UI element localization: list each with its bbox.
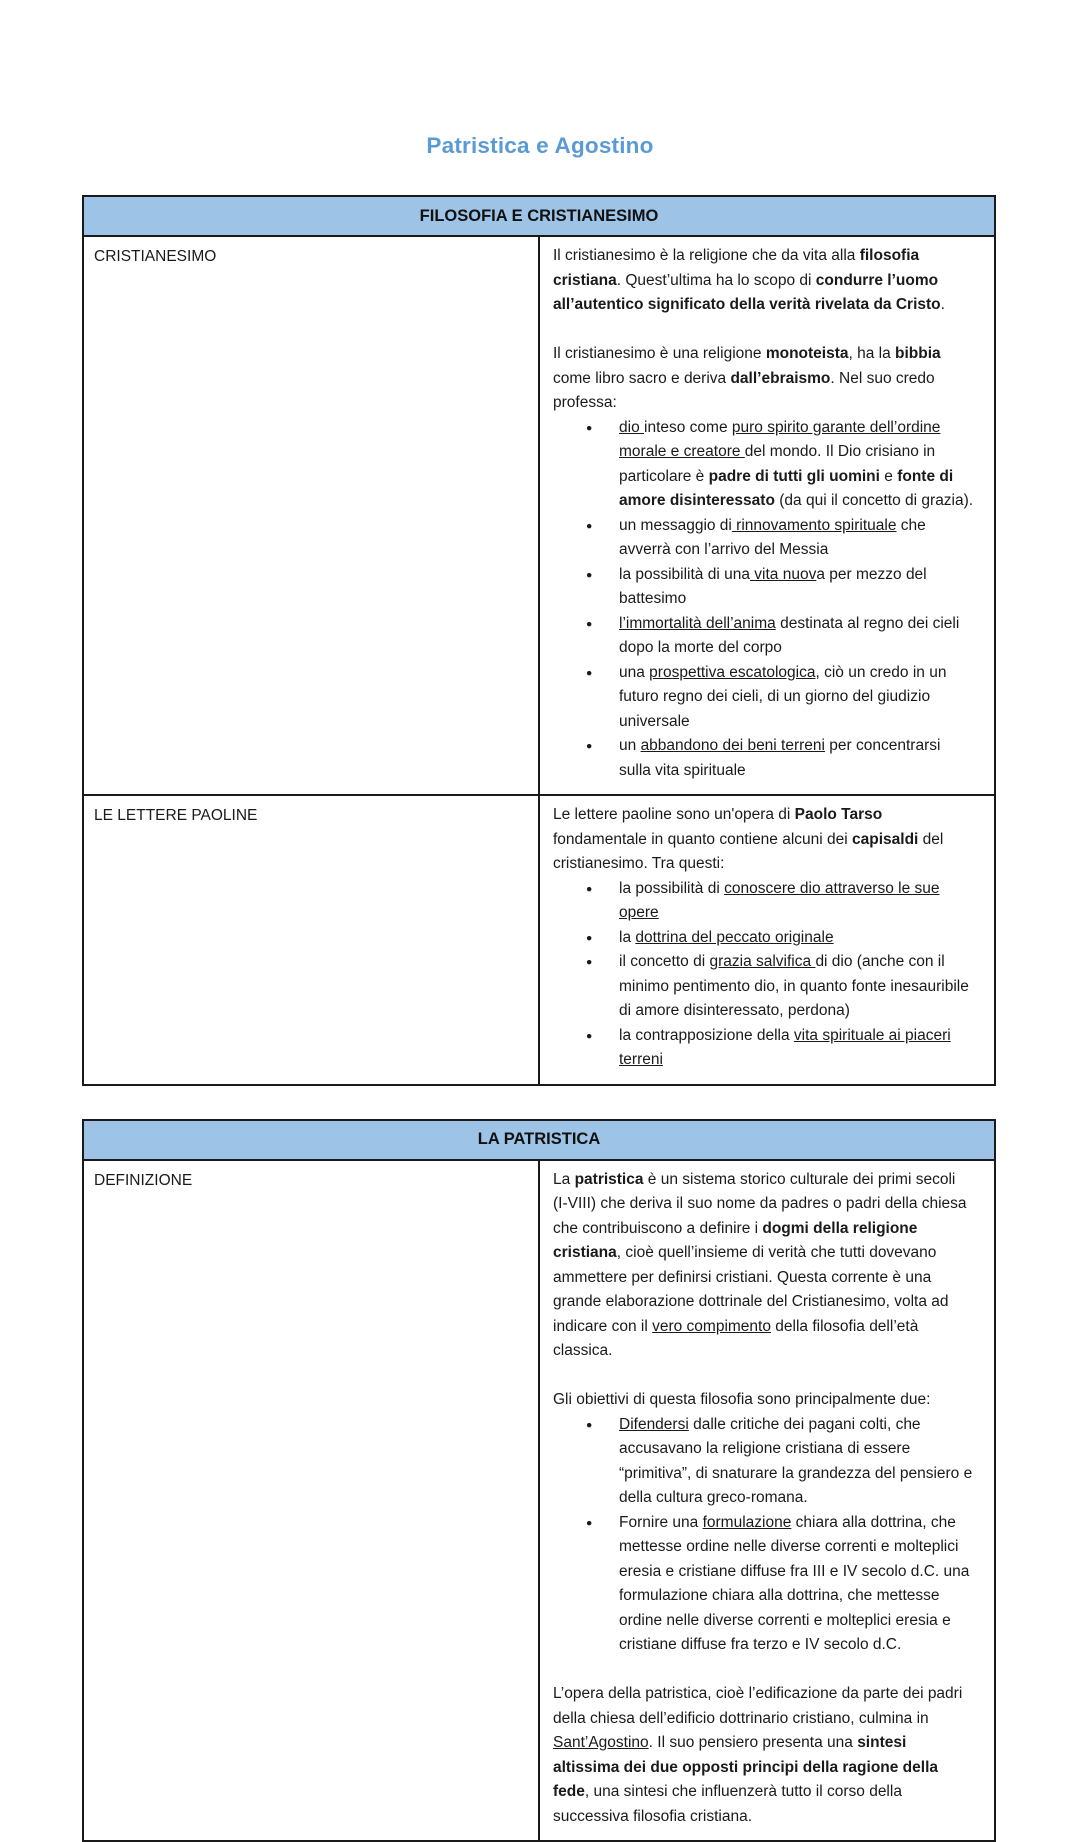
table-header-row bbox=[83, 196, 995, 236]
bullet-item: ● dio inteso come puro spirito garante dell’ordine morale e creatore del mondo. Il Dio crisiano in particolare è padre di tutti gli uomini e fonte di amore disinteressato (da qui il concetto di grazia). bbox=[553, 416, 974, 514]
row-label: DEFINIZIONE bbox=[83, 1160, 539, 1842]
blank-line bbox=[553, 1364, 974, 1389]
blank-line bbox=[553, 1658, 974, 1683]
blank-line bbox=[553, 318, 974, 343]
page-title: Patristica e Agostino bbox=[0, 0, 1080, 159]
tables-container bbox=[82, 195, 998, 1842]
bullet-item: ● l’immortalità dell’anima destinata al regno dei cieli dopo la morte del corpo bbox=[553, 612, 974, 661]
paragraph: Il cristianesimo è una religione monoteista, ha la bibbia come libro sacro e deriva dall’ebraismo. Nel suo credo professa: bbox=[553, 342, 974, 416]
bullet-list bbox=[553, 1413, 974, 1658]
bullet-item: ● il concetto di grazia salvifica di dio (anche con il minimo pentimento dio, in quanto fonte inesauribile di amore disinteressato, perdona) bbox=[553, 950, 974, 1024]
table-row bbox=[83, 1160, 995, 1842]
bullet-item: ● la contrapposizione della vita spirituale ai piaceri terreni bbox=[553, 1024, 974, 1073]
paragraph: Le lettere paoline sono un'opera di Paolo Tarso fondamentale in quanto contiene alcuni dei capisaldi del cristianesimo. Tra questi: bbox=[553, 803, 974, 877]
paragraph: La patristica è un sistema storico culturale dei primi secoli (I-VIII) che deriva il suo nome da padres o padri della chiesa che contribuiscono a definire i dogmi della religione cristiana, cioè quell’insieme di verità che tutti dovevano ammettere per definirsi cristiani. Questa corrente è una grande elaborazione dottrinale del Cristianesimo, volta ad indicare con il vero compimento della filosofia dell’età classica. bbox=[553, 1168, 974, 1364]
table-row bbox=[83, 236, 995, 795]
bullet-item: ● una prospettiva escatologica, ciò un credo in un futuro regno dei cieli, di un giorno del giudizio universale bbox=[553, 661, 974, 735]
doc-table bbox=[82, 195, 996, 1086]
paragraph: Il cristianesimo è la religione che da vita alla filosofia cristiana. Quest’ultima ha lo scopo di condurre l’uomo all’autentico significato della verità rivelata da Cristo. bbox=[553, 244, 974, 318]
bullet-item: ● la dottrina del peccato originale bbox=[553, 926, 974, 951]
table-header: FILOSOFIA E CRISTIANESIMO bbox=[83, 196, 995, 236]
row-content bbox=[539, 236, 995, 795]
row-content bbox=[539, 795, 995, 1085]
bullet-list bbox=[553, 877, 974, 1073]
row-label: LE LETTERE PAOLINE bbox=[83, 795, 539, 1085]
paragraph: L’opera della patristica, cioè l’edificazione da parte dei padri della chiesa dell’edificio dottrinario cristiano, culmina in Sant’Agostino. Il suo pensiero presenta una sintesi altissima dei due opposti principi della ragione della fede, una sintesi che influenzerà tutto il corso della successiva filosofia cristiana. bbox=[553, 1682, 974, 1829]
bullet-item: ● Difendersi dalle critiche dei pagani colti, che accusavano la religione cristiana di essere “primitiva”, di snaturare la grandezza del pensiero e della cultura greco-romana. bbox=[553, 1413, 974, 1511]
bullet-item: ● un messaggio di rinnovamento spirituale che avverrà con l’arrivo del Messia bbox=[553, 514, 974, 563]
doc-table bbox=[82, 1119, 996, 1842]
bullet-item: ● un abbandono dei beni terreni per concentrarsi sulla vita spirituale bbox=[553, 734, 974, 783]
table-header-row bbox=[83, 1120, 995, 1160]
table-header: LA PATRISTICA bbox=[83, 1120, 995, 1160]
bullet-item: ● la possibilità di conoscere dio attraverso le sue opere bbox=[553, 877, 974, 926]
bullet-item: ● Fornire una formulazione chiara alla dottrina, che mettesse ordine nelle diverse correnti e molteplici eresia e cristiane diffuse fra III e IV secolo d.C. una formulazione chiara alla dottrina, che mettesse ordine nelle diverse correnti e molteplici eresia e cristiane diffuse fra terzo e IV secolo d.C. bbox=[553, 1511, 974, 1658]
bullet-item: ● la possibilità di una vita nuova per mezzo del battesimo bbox=[553, 563, 974, 612]
bullet-list bbox=[553, 416, 974, 784]
table-row bbox=[83, 795, 995, 1085]
row-label: CRISTIANESIMO bbox=[83, 236, 539, 795]
paragraph: Gli obiettivi di questa filosofia sono principalmente due: bbox=[553, 1388, 974, 1413]
row-content bbox=[539, 1160, 995, 1842]
